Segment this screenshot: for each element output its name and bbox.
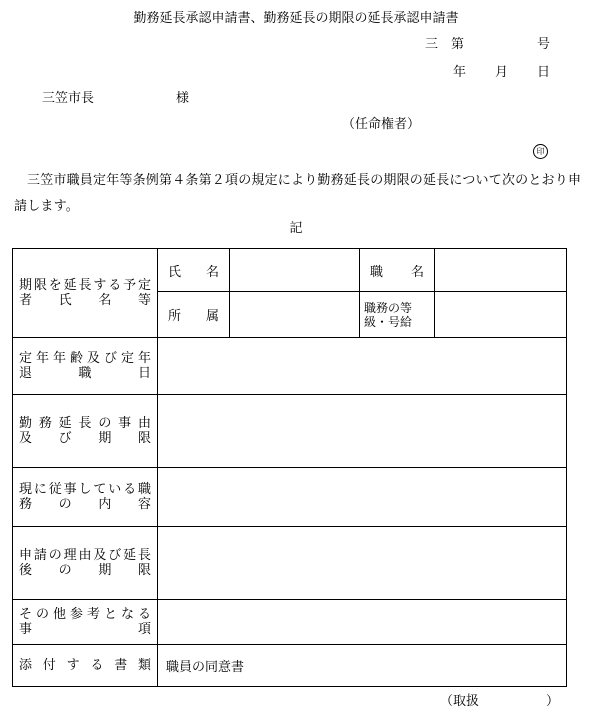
date-day: 日 xyxy=(537,65,551,80)
attachments-label: 添付する書類 xyxy=(13,645,158,687)
handling-note xyxy=(440,694,560,709)
table-row xyxy=(13,527,567,600)
other-reference-field[interactable] xyxy=(158,600,567,645)
seal-icon: 印 xyxy=(533,144,548,159)
table-row xyxy=(13,338,567,395)
body-paragraph: 三笠市職員定年等条例第４条第２項の規定により勤務延長の期限の延長について次のとおり申請します。 xyxy=(14,173,582,214)
other-reference-label: その他参考となる 事 項 xyxy=(13,600,158,645)
grade-label: 職務の等 級・号給 xyxy=(360,292,435,338)
name-label: 氏 名 xyxy=(158,249,230,292)
attachments-value: 職員の同意書 xyxy=(158,645,567,687)
retirement-age-field[interactable] xyxy=(158,338,567,395)
affiliation-label: 所 属 xyxy=(158,292,230,338)
grade-field[interactable] xyxy=(435,292,567,338)
table-row xyxy=(13,645,567,687)
appointer: （任命権者） xyxy=(342,117,421,132)
number-go: 号 xyxy=(537,37,551,52)
scheduled-person-label: 期限を延長する予定 者 氏 名 等 xyxy=(13,249,158,338)
addressee-honorific: 様 xyxy=(176,91,190,106)
handling-close: ） xyxy=(546,694,560,709)
current-duties-label: 現に従事している職 務の内容 xyxy=(13,468,158,527)
number-prefix: 三 xyxy=(425,37,439,52)
current-duties-field[interactable] xyxy=(158,468,567,527)
name-field[interactable] xyxy=(230,249,360,292)
retirement-age-label: 定年年齢及び定年 退 職 日 xyxy=(13,338,158,395)
table-row xyxy=(13,600,567,645)
application-table xyxy=(12,248,567,687)
job-title-label: 職 名 xyxy=(360,249,435,292)
document-title: 勤務延長承認申請書、勤務延長の期限の延長承認申請書 xyxy=(133,11,459,26)
job-title-field[interactable] xyxy=(435,249,567,292)
handling-open: （取扱 xyxy=(440,694,480,709)
extension-reason-label: 勤務延長の事由 及び期限 xyxy=(13,395,158,468)
application-reason-field[interactable] xyxy=(158,527,567,600)
addressee-name: 三笠市長 xyxy=(42,91,95,106)
number-dai: 第 xyxy=(451,37,465,52)
affiliation-field[interactable] xyxy=(230,292,360,338)
ki-heading: 記 xyxy=(289,221,303,236)
table-row xyxy=(13,249,567,292)
table-row xyxy=(13,468,567,527)
extension-reason-field[interactable] xyxy=(158,395,567,468)
date-year: 年 xyxy=(453,65,467,80)
addressee xyxy=(42,91,190,106)
date-month: 月 xyxy=(495,65,509,80)
table-row xyxy=(13,395,567,468)
application-reason-label: 申請の理由及び延長 後の期限 xyxy=(13,527,158,600)
